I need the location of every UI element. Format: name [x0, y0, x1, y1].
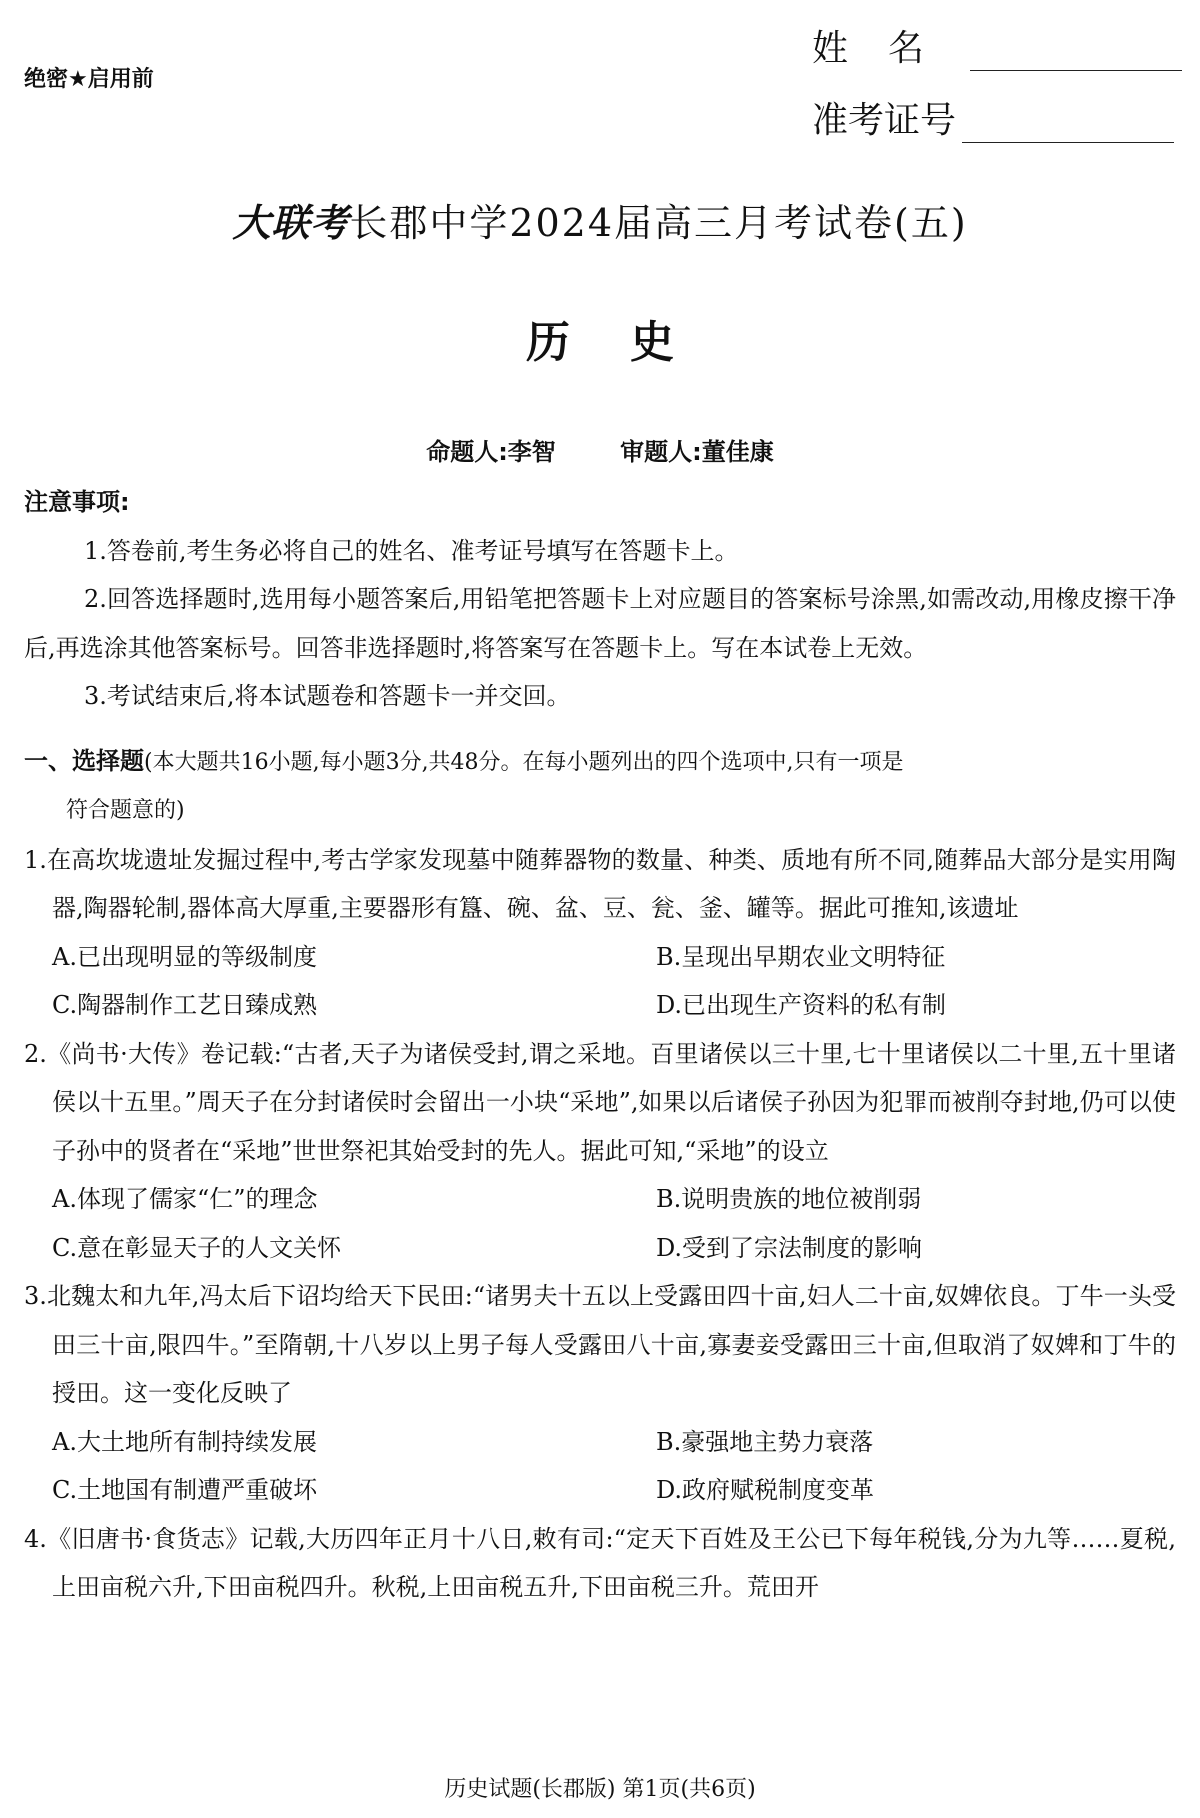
section-description-cont: 符合题意的) [66, 798, 185, 823]
notice-item: 2.回答选择题时,选用每小题答案后,用铅笔把答题卡上对应题目的答案标号涂黑,如需改动,用橡皮擦干净后,再选涂其他答案标号。回答非选择题时,将答案写在答题卡上。写在本试卷上无效。 [24, 585, 1176, 662]
exam-title-main: 长郡中学2024届高三月考试卷(五) [349, 201, 968, 245]
question-2 [24, 1030, 1176, 1273]
exam-id-label: 准考证号 [812, 100, 957, 141]
question-3 [24, 1272, 1176, 1515]
option-b: B.豪强地主势力衰落 [656, 1427, 874, 1456]
question-reviewer: 审题人:董佳康 [620, 438, 774, 466]
notice-item: 1.答卷前,考生务必将自己的姓名、准考证号填写在答题卡上。 [84, 536, 739, 565]
section-header [24, 737, 1176, 836]
name-field [812, 20, 1182, 71]
option-c: C.土地国有制遭严重破坏 [52, 1476, 318, 1504]
page-footer: 历史试题(长郡版) 第1页(共6页) [444, 1777, 756, 1802]
question-4 [24, 1515, 1176, 1612]
question-options [24, 1175, 1176, 1272]
question-stem: 3.北魏太和九年,冯太后下诏均给天下民田:“诸男夫十五以上受露田四十亩,妇人二十亩,奴婢依良。丁牛一头受田三十亩,限四牛。”至隋朝,十八岁以上男子每人受露田八十亩,寡妻妾受露田三十亩,但取消了奴婢和丁牛的授田。这一变化反映了 [24, 1282, 1176, 1407]
exam-id-field [812, 92, 1174, 143]
option-c: C.意在彰显天子的人文关怀 [52, 1233, 342, 1262]
question-options [24, 933, 1176, 1030]
option-b: B.说明贵族的地位被削弱 [656, 1185, 922, 1213]
name-blank-line [970, 32, 1182, 71]
question-stem: 2.《尚书·大传》卷记载:“古者,天子为诸侯受封,谓之采地。百里诸侯以三十里,七十里诸侯以二十里,五十里诸侯以十五里。”周天子在分封诸侯时会留出一小块“采地”,如果以后诸侯子孙因为犯罪而被削夺封地,仍可以使子孙中的贤者在“采地”世世祭祀其始受封的先人。据此可知,“采地”的设立 [24, 1039, 1176, 1165]
question-stem: 4.《旧唐书·食货志》记载,大历四年正月十八日,敕有司:“定天下百姓及王公已下每年税钱,分为九等……夏税,上田亩税六升,下田亩税四升。秋税,上田亩税五升,下田亩税三升。荒田开 [24, 1524, 1176, 1601]
section-heading: 一、选择题 [24, 746, 144, 775]
question-options [24, 1418, 1176, 1515]
exam-body [24, 478, 1176, 1612]
question-1 [24, 836, 1176, 1030]
secret-mark: 绝密★启用前 [24, 67, 154, 92]
option-a: A.体现了儒家“仁”的理念 [52, 1185, 318, 1213]
option-b: B.呈现出早期农业文明特征 [656, 942, 946, 971]
subject-title: 历史 [526, 317, 734, 368]
notice-heading: 注意事项: [24, 488, 130, 516]
section-description: (本大题共16小题,每小题3分,共48分。在每小题列出的四个选项中,只有一项是 [144, 749, 904, 775]
option-d: D.政府赋税制度变革 [656, 1476, 875, 1504]
option-d: D.已出现生产资料的私有制 [656, 991, 947, 1019]
question-stem: 1.在高坎垅遗址发掘过程中,考古学家发现墓中随葬器物的数量、种类、质地有所不同,随葬品大部分是实用陶器,陶器轮制,器体高大厚重,主要器形有簋、碗、盆、豆、瓮、釜、罐等。据此可推知,该遗址 [24, 845, 1176, 922]
question-setter: 命题人:李智 [426, 438, 556, 466]
name-label: 姓名 [812, 28, 965, 69]
brand-logo-text: 大联考 [232, 200, 350, 245]
option-a: A.大土地所有制持续发展 [52, 1427, 317, 1456]
exam-id-blank-line [962, 104, 1174, 143]
option-d: D.受到了宗法制度的影响 [656, 1233, 923, 1262]
notice-item: 3.考试结束后,将本试题卷和答题卡一并交回。 [84, 682, 571, 710]
authors-line [0, 432, 1200, 467]
option-c: C.陶器制作工艺日臻成熟 [52, 991, 318, 1019]
option-a: A.已出现明显的等级制度 [52, 942, 317, 971]
exam-title [0, 192, 1200, 247]
